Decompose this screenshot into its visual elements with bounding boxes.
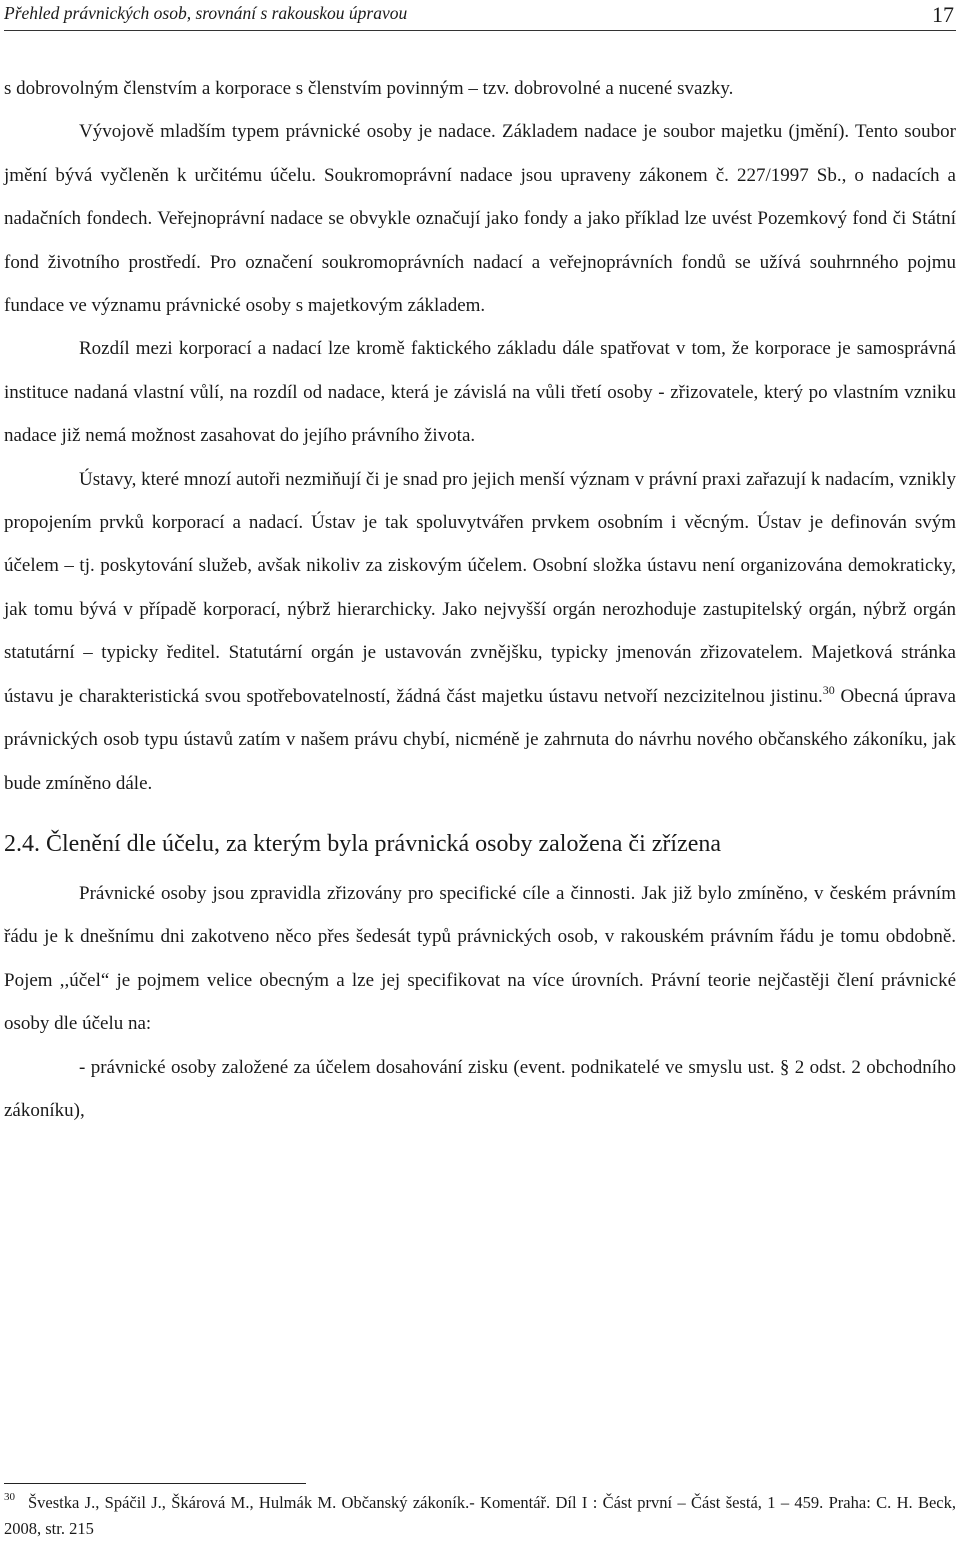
footnote-text: Švestka J., Spáčil J., Škárová M., Hulmák M. Občanský zákoník.- Komentář. Díl I : Část první – Část šestá, 1 – 459. Praha: C. H. Beck, 2008, str. 215 xyxy=(4,1493,956,1538)
paragraph-3: Rozdíl mezi korporací a nadací lze kromě faktického základu dále spatřovat v tom, že korporace je samosprávná instituce nadaná vlastní vůlí, na rozdíl od nadace, která je závislá na vůli třetí osoby - zřizovatele, který po vlastním vzniku nadace již nemá možnost zasahovat do jejího právního života. xyxy=(4,338,956,447)
paragraph-2: Vývojově mladším typem právnické osoby je nadace. Základem nadace je soubor majetku (jmění). Tento soubor jmění bývá vyčleněn k určitému účelu. Soukromoprávní nadace jsou upraveny zákonem č. 227/1997 Sb., o nadacích a nadačních fondech. Veřejnoprávní nadace se obvykle označují jako fondy a jako příklad lze uvést Pozemkový fond či Státní fond životního prostředí. Pro označení soukromoprávních nadací a veřejnoprávních fondů se užívá souhrnného pojmu fundace ve významu právnické osoby s majetkovým základem. xyxy=(4,121,956,317)
paragraph-4-part-1: Ústavy, které mnozí autoři nezmiňují či je snad pro jejich menší význam v právní praxi zařazují k nadacím, vznikly propojením prvků korporací a nadací. Ústav je tak spoluvytvářen prvkem osobním i věcným. Ústav je definován svým účelem – tj. poskytování služeb, avšak nikoliv za ziskovým účelem. Osobní složka ústavu není organizována demokraticky, jak tomu bývá v případě korporací, nýbrž hierarchicky. Jako nejvyšší orgán nerozhoduje zastupitelský orgán, nýbrž orgán statutární – typicky ředitel. Statutární orgán je ustavován zvnějšku, typicky jmenován zřizovatelem. Majetková stránka ústavu je charakteristická svou spotřebovatelností, žádná část majetku ústavu netvoří nezcizitelnou jistinu. xyxy=(4,468,956,707)
paragraph-1: s dobrovolným členstvím a korporace s členstvím povinným – tzv. dobrovolné a nucené svazky. xyxy=(4,78,734,99)
running-header xyxy=(4,0,956,31)
paragraph-6: - právnické osoby založené za účelem dosahování zisku (event. podnikatelé ve smyslu ust. § 2 odst. 2 obchodního zákoníku), xyxy=(4,1056,956,1121)
running-title: Přehled právnických osob, srovnání s rakouskou úpravou xyxy=(4,3,408,23)
footnote-reference[interactable]: 30 xyxy=(822,682,835,697)
paragraph-4 xyxy=(4,458,956,805)
body-text xyxy=(4,67,956,1132)
footnote: 30 Švestka J., Spáčil J., Škárová M., Hulmák M. Občanský zákoník.- Komentář. Díl I : Část první – Část šestá, 1 – 459. Praha: C. H. Beck, 2008, str. 215 xyxy=(4,1491,956,1538)
paragraph-5: Právnické osoby jsou zpravidla zřizovány pro specifické cíle a činnosti. Jak již bylo zmíněno, v českém právním řádu je k dnešnímu dni zakotveno něco přes šedesát typů právnických osob, v rakouském právním řádu je tomu obdobně. Pojem ,,účel“ je pojmem velice obecným a lze jej specifikovat na více úrovních. Právní teorie nejčastěji člení právnické osoby dle účelu na: xyxy=(4,882,956,1035)
page-number: 17 xyxy=(932,2,954,27)
footnote-separator xyxy=(4,1483,306,1484)
paragraph-4-part-2: Obecná úprava právnických osob typu ústavů zatím v našem právu chybí, nicméně je zahrnuta do návrhu nového občanského zákoníku, jak bude zmíněno dále. xyxy=(4,685,956,794)
section-heading: 2.4. Členění dle účelu, za kterým byla právnická osoby založena či zřízena xyxy=(4,830,722,857)
